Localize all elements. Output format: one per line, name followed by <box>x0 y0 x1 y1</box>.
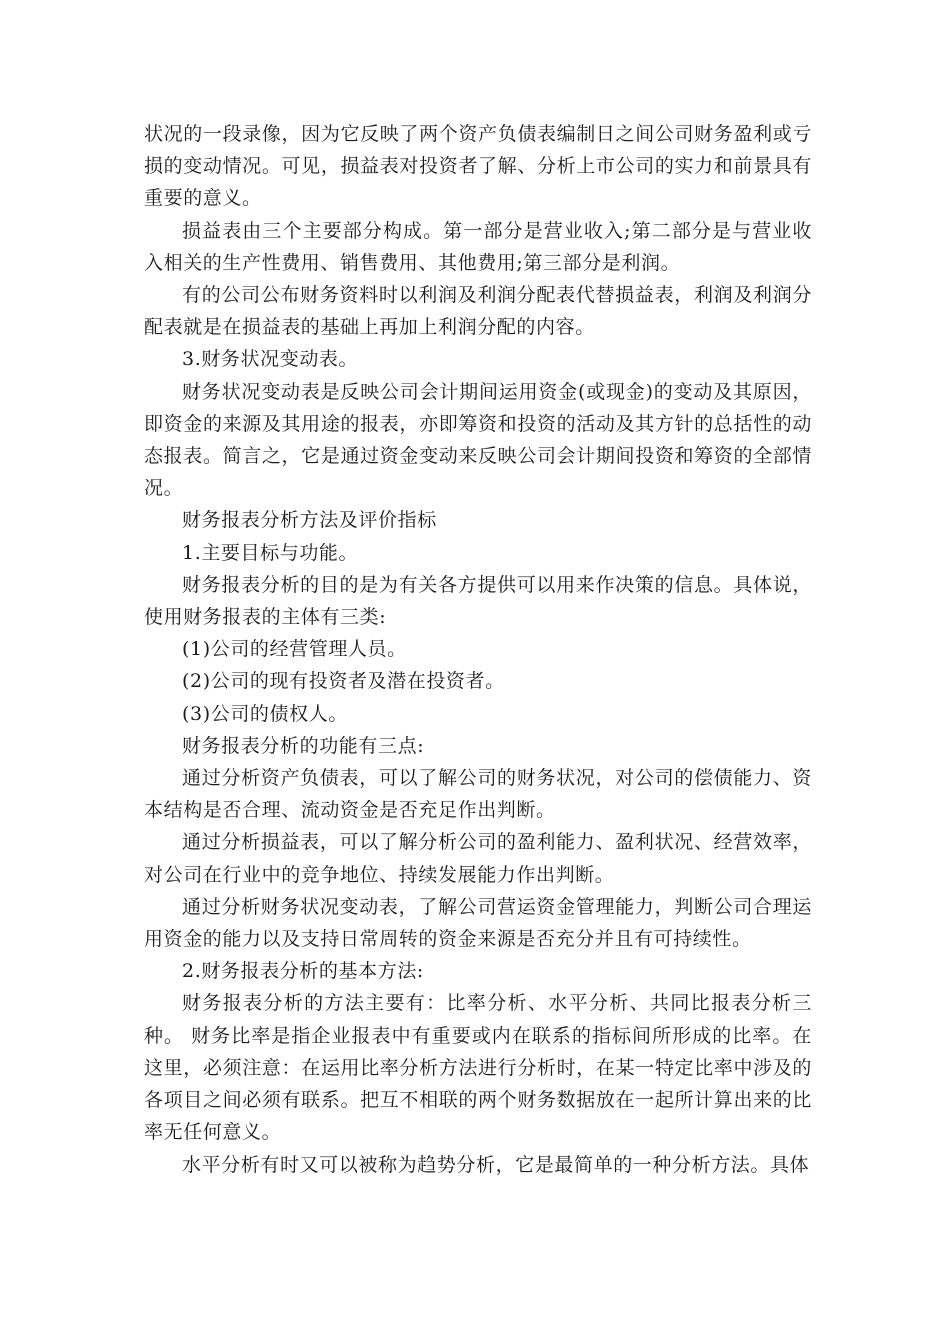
list-item-investors: (2)公司的现有投资者及潜在投资者。 <box>182 670 505 693</box>
document-body <box>144 118 812 1181</box>
paragraph-profit-distribution: 有的公司公布财务资料时以利润及利润分配表代替损益表，利润及利润分配表就是在损益表的基础上再加上利润分配的内容。 <box>144 284 812 339</box>
paragraph-horizontal-analysis: 水平分析有时又可以被称为趋势分析，它是最简单的一种分析方法。具体 <box>182 1153 810 1176</box>
list-item-managers: (1)公司的经营管理人员。 <box>182 638 407 661</box>
paragraph-functions-intro: 财务报表分析的功能有三点: <box>182 734 425 757</box>
section-heading-analysis: 财务报表分析方法及评价指标 <box>182 509 437 532</box>
paragraph-income-analysis: 通过分析损益表，可以了解分析公司的盈利能力、盈利状况、经营效率，对公司在行业中的竞争地位、持续发展能力作出判断。 <box>144 831 812 886</box>
heading-basic-methods: 2.财务报表分析的基本方法: <box>182 960 424 983</box>
paragraph-balance-sheet-analysis: 通过分析资产负债表，可以了解公司的财务状况，对公司的偿债能力、资本结构是否合理、流动资金是否充足作出判断。 <box>144 767 812 822</box>
paragraph-analysis-purpose: 财务报表分析的目的是为有关各方提供可以用来作决策的信息。具体说，使用财务报表的主体有三类: <box>144 573 812 629</box>
heading-goals-functions: 1.主要目标与功能。 <box>182 541 359 564</box>
paragraph-continuation: 状况的一段录像，因为它反映了两个资产负债表编制日之间公司财务盈利或亏损的变动情况。可见，损益表对投资者了解、分析上市公司的实力和前景具有重要的意义。 <box>144 123 812 210</box>
paragraph-income-statement-parts: 损益表由三个主要部分构成。第一部分是营业收入;第二部分是与营业收入相关的生产性费用、销售费用、其他费用;第三部分是利润。 <box>144 219 812 274</box>
heading-changes-statement: 3.财务状况变动表。 <box>182 348 359 371</box>
list-item-creditors: (3)公司的债权人。 <box>182 702 348 725</box>
paragraph-ratio-analysis: 财务报表分析的方法主要有：比率分析、水平分析、共同比报表分析三种。 财务比率是指企业报表中有重要或内在联系的指标间所形成的比率。在这里，必须注意：在运用比率分析方法进行分析时，在某一特定比率中涉及的各项目之间必须有联系。把互不相联的两个财务数据放在一起所计算出来的比率无任何意义。 <box>144 992 812 1144</box>
paragraph-changes-analysis: 通过分析财务状况变动表，了解公司营运资金管理能力，判断公司合理运用资金的能力以及支持日常周转的资金来源是否充分并且有可持续性。 <box>144 895 812 951</box>
paragraph-changes-statement: 财务状况变动表是反映公司会计期间运用资金(或现金)的变动及其原因，即资金的来源及其用途的报表，亦即筹资和投资的活动及其方针的总括性的动态报表。简言之，它是通过资金变动来反映公司会计期间投资和筹资的全部情况。 <box>144 380 812 500</box>
